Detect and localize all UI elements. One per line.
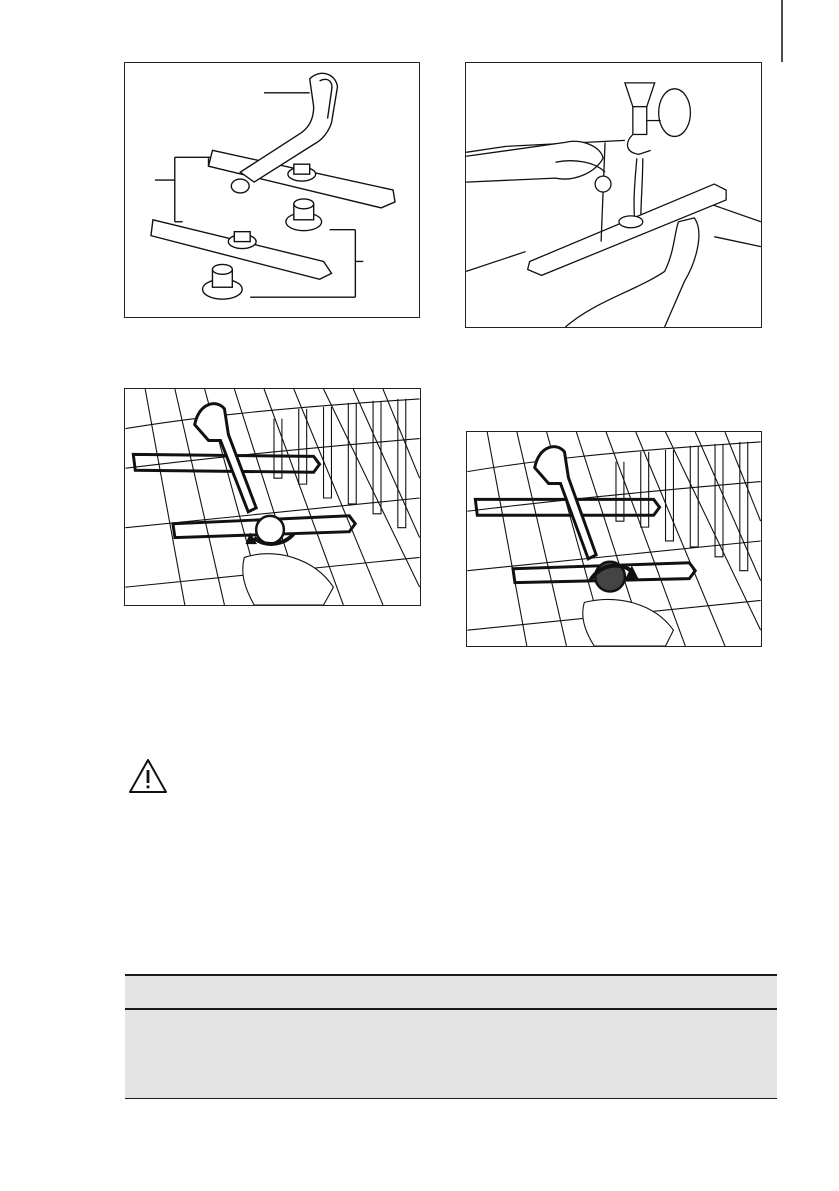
- table-row: [125, 1010, 777, 1098]
- warning-triangle-icon: [128, 758, 168, 794]
- figure-spray-arms-parts: [124, 62, 420, 318]
- figure-rack-remove-spray-arm: [124, 388, 421, 606]
- crop-mark: [778, 0, 786, 62]
- table-bottom-rule: [125, 1098, 777, 1099]
- troubleshooting-table: [125, 974, 777, 1099]
- table-header-row: [125, 976, 777, 1008]
- spray-arms-diagram: [125, 63, 419, 317]
- figure-rack-install-spray-arm: [466, 431, 762, 647]
- cleaning-diagram: [466, 63, 761, 327]
- rack-install-diagram: [467, 432, 761, 646]
- figure-cleaning-spray-arm: [465, 62, 762, 328]
- rack-remove-diagram: [125, 389, 420, 605]
